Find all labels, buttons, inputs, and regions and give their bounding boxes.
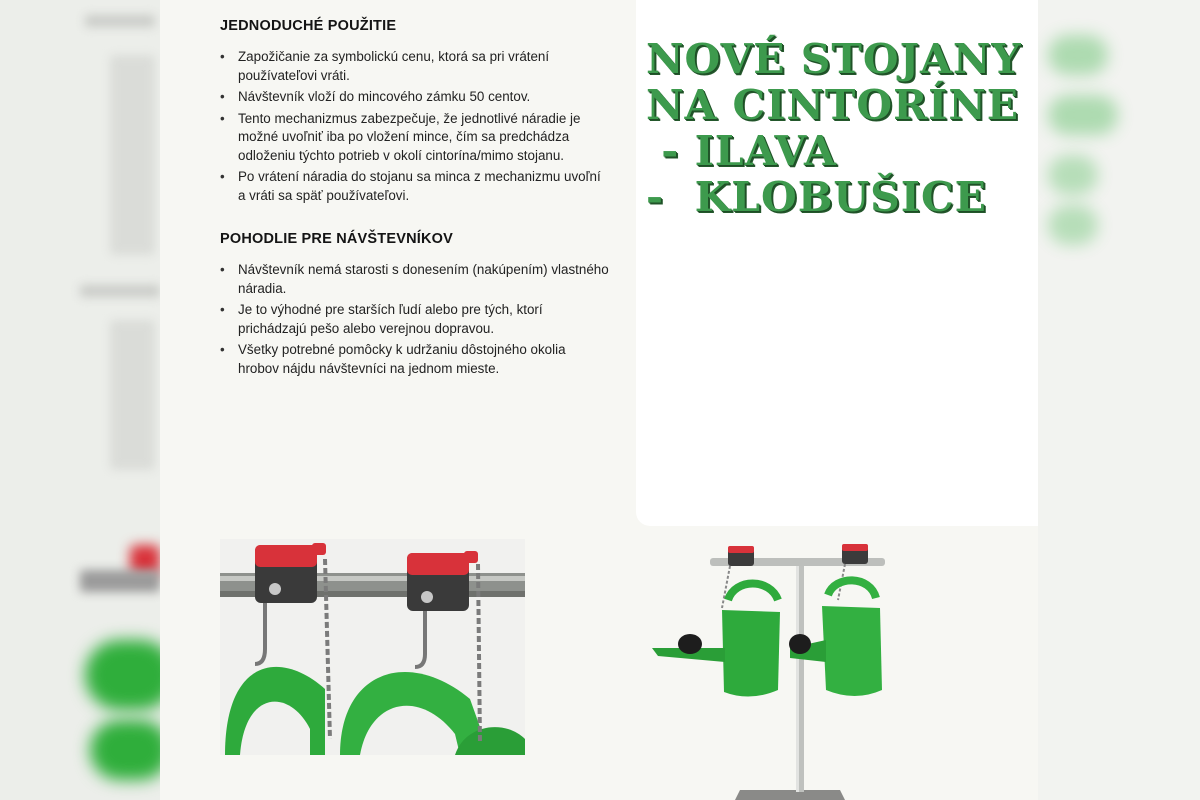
list-item: • Všetky potrebné pomôcky k udržaniu dôstojného okolia hrobov nájdu návštevníci na jednom mieste.	[220, 341, 610, 378]
left-background-band	[0, 0, 160, 800]
section-heading-comfort: POHODLIE PRE NÁVŠTEVNÍKOV	[220, 231, 454, 247]
list-item: • Návštevník vloží do mincového zámku 50 centov.	[220, 88, 610, 107]
title-line-3: - ILAVA	[646, 127, 837, 175]
coin-lock-rack-icon	[220, 539, 525, 755]
watering-can-stand-icon	[650, 540, 908, 800]
title-line-2: NA CINTORÍNE	[646, 81, 1020, 129]
list-item: • Zapožičanie za symbolickú cenu, ktorá sa pri vrátení používateľovi vráti.	[220, 48, 610, 85]
usage-list	[220, 48, 610, 205]
list-item: • Návštevník nemá starosti s donesením (nakúpením) vlastného náradia.	[220, 261, 610, 298]
watering-can-stand-photo	[650, 540, 908, 800]
list-item: • Po vrátení náradia do stojanu sa minca z mechanizmu uvoľní a vráti sa späť používateľovi.	[220, 168, 610, 205]
section-heading-usage: JEDNODUCHÉ POUŽITIE	[220, 18, 397, 34]
list-item: • Je to výhodné pre starších ľudí alebo pre tých, ktorí prichádzajú pešo alebo verejnou dopravou.	[220, 301, 610, 338]
comfort-list	[220, 261, 610, 378]
text-column	[220, 18, 610, 381]
document-page	[160, 0, 1038, 800]
coin-lock-rack-photo	[220, 539, 525, 755]
list-item: • Tento mechanizmus zabezpečuje, že jednotlivé náradie je možné uvoľniť iba po vložení mince, čím sa predchádza odloženiu týchto potrieb v okolí cintorína/mimo stojanu.	[220, 110, 610, 166]
title-line-4: - KLOBUŠICE	[646, 173, 987, 221]
right-background-band	[1038, 0, 1200, 800]
page-title	[646, 36, 1026, 220]
title-line-1: NOVÉ STOJANY	[646, 35, 1022, 83]
